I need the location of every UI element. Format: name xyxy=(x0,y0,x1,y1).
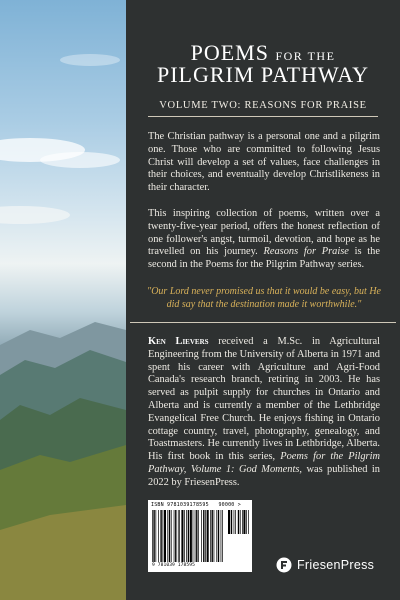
pull-quote: "Our Lord never promised us that it would be easy, but He did say that the destination made it worthwhile." xyxy=(147,286,381,310)
paragraph-2-book-title: Reasons for Praise xyxy=(263,246,349,258)
barcode-bar xyxy=(216,510,217,562)
author-bio-text-a: received a M.Sc. in Agricultural Engineering from the University of Alberta in 1971 and spent his career with Agriculture and Agri-Food Canada's research branch, retiring in 2003. He has served as pulpit supply for churches in Ontario and Alberta and is currently a member of the Lethbridge Evangelical Free Church. He enjoys fishing in Ontario cottage country, travel, photography, genealogy, and Toastmasters. He currently lives in Lethbridge, Alberta. His first book in this series, xyxy=(148,336,380,463)
book-subtitle: VOLUME TWO: REASONS FOR PRAISE xyxy=(159,100,367,111)
barcode-bar xyxy=(163,510,164,562)
barcode-bar xyxy=(174,510,175,562)
barcode-bar xyxy=(218,510,219,562)
isbn-price-code: 90000 > xyxy=(218,502,241,508)
barcode-bar xyxy=(228,510,230,534)
back-cover-panel xyxy=(126,0,400,600)
barcode-bar xyxy=(181,510,183,562)
paragraph-2-text-a: This inspiring collection of poems, written over a twenty-five-year period, offers the honest reflection of one follower's angst, turmoil, devotion, and hope as he travelled on his journey. xyxy=(148,208,380,258)
barcode-bar xyxy=(156,510,157,562)
publisher-logo xyxy=(276,557,374,573)
barcode-bar xyxy=(193,510,194,562)
isbn-number: ISBN 9781039178595 xyxy=(151,502,209,508)
barcode-bar xyxy=(207,510,209,562)
barcode-bar xyxy=(167,510,168,562)
barcode-bar xyxy=(214,510,215,562)
barcode-bar xyxy=(221,510,222,562)
isbn-barcode xyxy=(148,500,252,572)
barcode-bar xyxy=(240,510,241,534)
barcode-bar xyxy=(242,510,243,534)
barcode-bar xyxy=(175,510,176,562)
barcode-bar xyxy=(231,510,232,534)
author-bio-book-title: Poems for the Pilgrim Pathway, Volume 1: God Moments xyxy=(148,451,380,475)
barcode-bar xyxy=(195,510,196,562)
barcode-bar xyxy=(201,510,202,562)
barcode-bar xyxy=(169,510,170,562)
barcode-bar xyxy=(158,510,159,562)
book-title-line2: PILGRIM PATHWAY xyxy=(156,62,370,87)
author-name: Ken Lievers xyxy=(148,336,209,347)
divider xyxy=(130,322,396,323)
barcode-bar xyxy=(160,510,161,562)
barcode-bar xyxy=(153,510,154,562)
price-barcode-bars xyxy=(228,510,249,534)
barcode-bar xyxy=(178,510,179,562)
barcode-bar xyxy=(210,510,211,562)
isbn-label xyxy=(151,502,241,508)
barcode-bar xyxy=(203,510,204,562)
barcode-bar xyxy=(171,510,172,562)
landscape-photo xyxy=(0,0,126,600)
barcode-bar xyxy=(196,510,197,562)
description-paragraph-2 xyxy=(148,208,380,272)
title-word-for-the: FOR THE xyxy=(275,49,336,63)
description-paragraph-1: The Christian pathway is a personal one and a pilgrim one. Those who are committed to following Jesus Christ will develop a set of values, face challenges in their choices, and eventually develop Christlikeness in their character. xyxy=(148,131,380,194)
barcode-bar xyxy=(238,510,239,534)
barcode-bar xyxy=(186,510,187,562)
barcode-bar xyxy=(222,510,223,562)
paragraph-2-text-b: is the second in the Poems for the Pilgrim Pathway series. xyxy=(148,246,380,271)
barcode-bars xyxy=(152,510,224,562)
divider xyxy=(148,116,378,117)
barcode-bar xyxy=(235,510,236,534)
publisher-name: FriesenPress xyxy=(297,558,375,572)
barcode-bar xyxy=(188,510,189,562)
author-bio-text-b: , was published in 2022 by FriesenPress. xyxy=(148,463,380,488)
barcode-bar xyxy=(184,510,185,562)
barcode-bar xyxy=(190,510,192,562)
isbn-digits: 9 781039 178595 xyxy=(152,563,195,568)
barcode-bar xyxy=(248,510,249,534)
author-bio xyxy=(148,336,380,490)
barcode-bar xyxy=(243,510,245,534)
title-word-poems: POEMS xyxy=(190,40,269,65)
barcode-bar xyxy=(205,510,206,562)
barcode-bar xyxy=(246,510,247,534)
barcode-bar xyxy=(164,510,166,562)
barcode-bar xyxy=(152,510,153,562)
barcode-bar xyxy=(234,510,235,534)
friesenpress-icon xyxy=(276,557,292,573)
barcode-bar xyxy=(179,510,180,562)
barcode-bar xyxy=(212,510,213,562)
barcode-bar xyxy=(198,510,199,562)
